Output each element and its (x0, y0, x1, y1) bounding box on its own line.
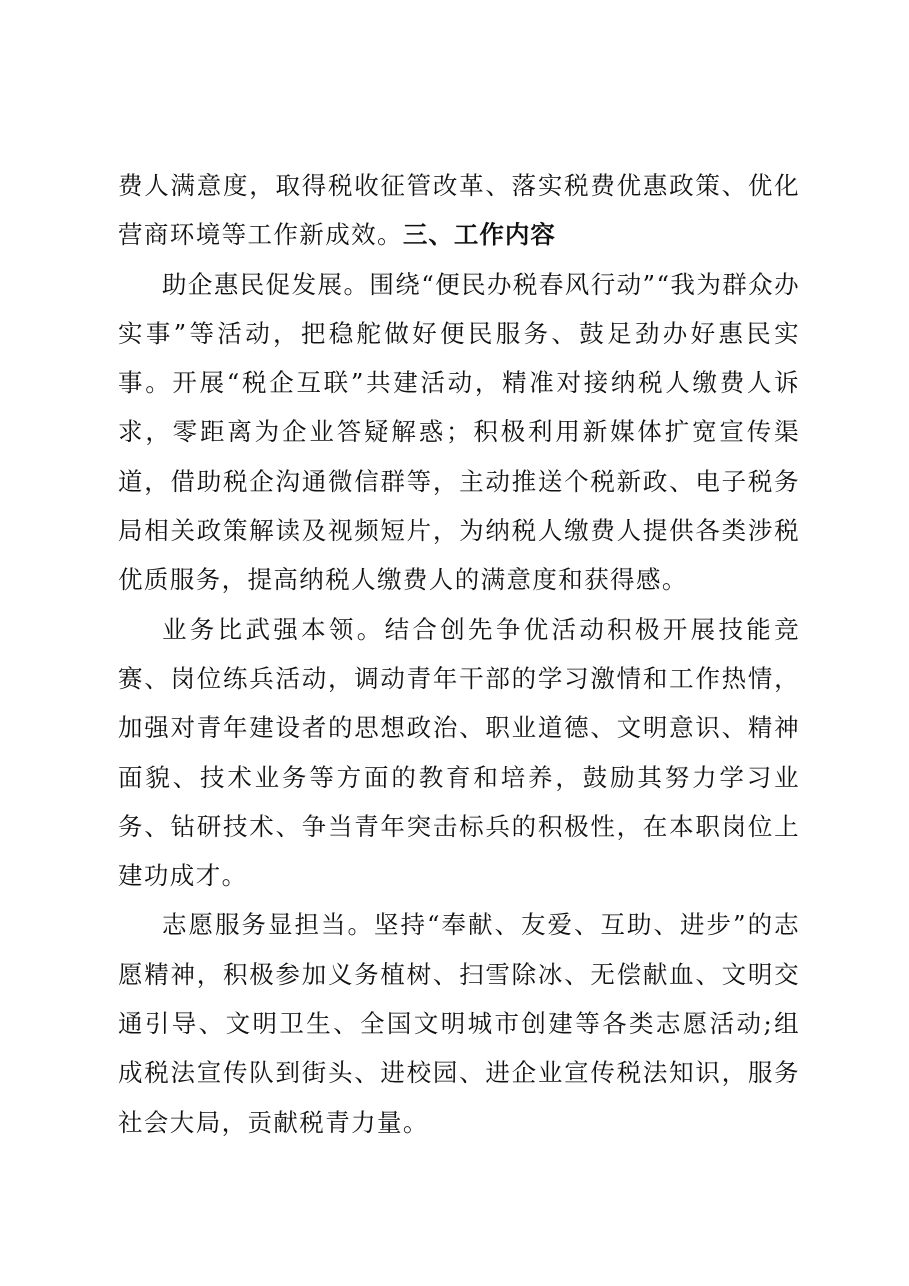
opening-paragraph (118, 161, 800, 260)
document-page (118, 161, 800, 1147)
paragraph-volunteer-service: 志愿服务显担当。坚持“奉献、友爱、互助、进步”的志愿精神，积极参加义务植树、扫雪除冰、无偿献血、文明交通引导、文明卫生、全国文明城市创建等各类志愿活动;组成税法宣传队到街头、进校园、进企业宣传税法知识，服务社会大局，贡献税青力量。 (118, 910, 800, 1137)
opening-text: 费人满意度，取得税收征管改革、落实税费优惠政策、优化营商环境等工作新成效。 (118, 171, 800, 250)
paragraph-support-enterprises: 助企惠民促发展。围绕“便民办税春风行动”“我为群众办实事”等活动，把稳舵做好便民服务、鼓足劲办好惠民实事。开展“税企互联”共建活动，精准对接纳税人缴费人诉求，零距离为企业答疑解惑；积极利用新媒体扩宽宣传渠道，借助税企沟通微信群等，主动推送个税新政、电子税务局相关政策解读及视频短片，为纳税人缴费人提供各类涉税优质服务，提高纳税人缴费人的满意度和获得感。 (118, 269, 800, 595)
paragraph-skills-competition: 业务比武强本领。结合创先争优活动积极开展技能竞赛、岗位练兵活动，调动青年干部的学习激情和工作热情，加强对青年建设者的思想政治、职业道德、文明意识、精神面貌、技术业务等方面的教育和培养，鼓励其努力学习业务、钻研技术、争当青年突击标兵的积极性，在本职岗位上建功成才。 (118, 614, 800, 891)
section-heading: 三、工作内容 (402, 220, 556, 250)
